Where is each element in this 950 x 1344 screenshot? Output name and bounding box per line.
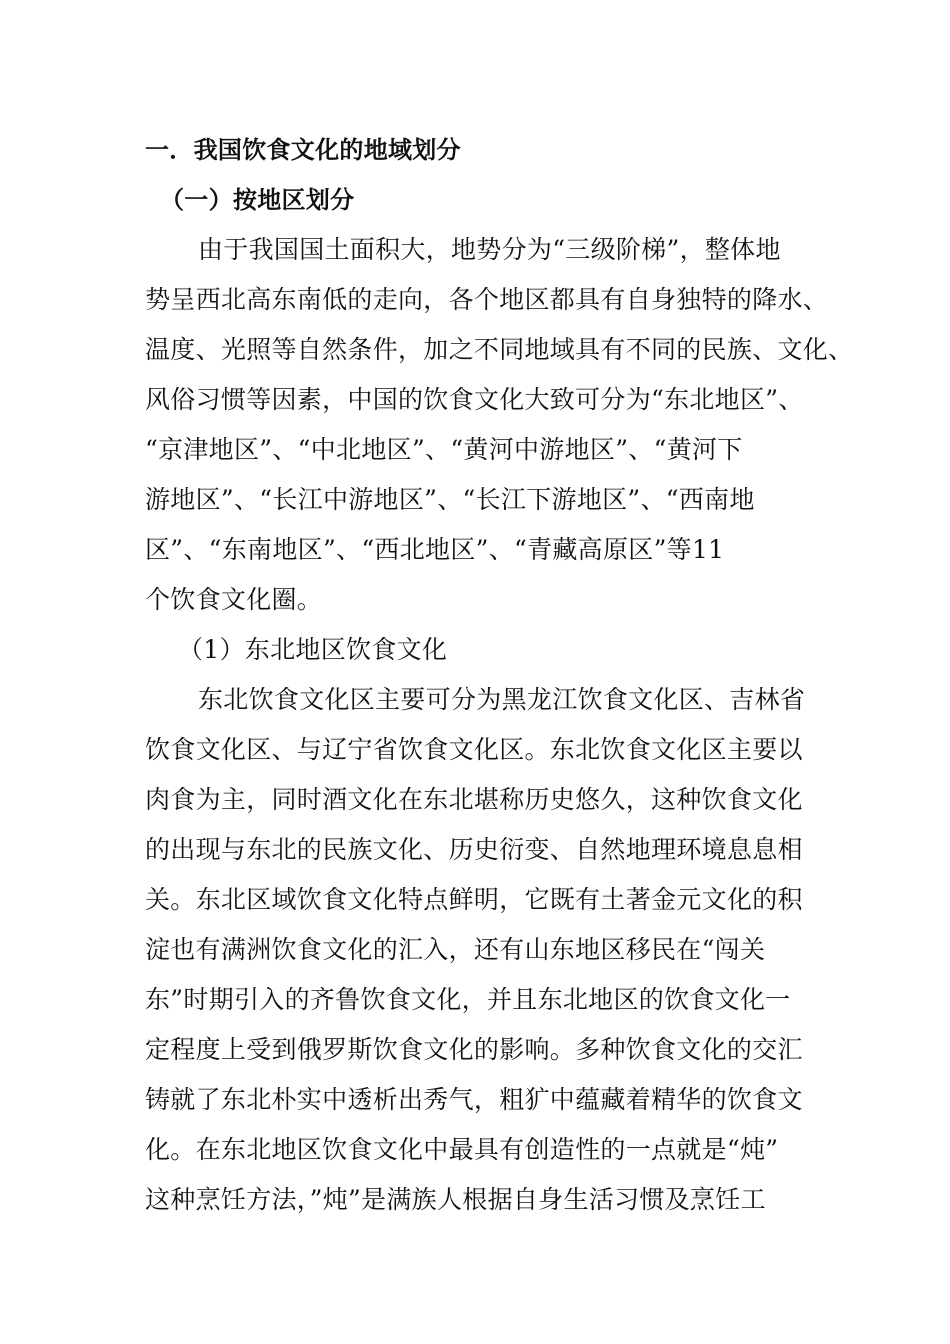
paragraph-line: 东”时期引入的齐鲁饮食文化，并且东北地区的饮食文化一	[145, 985, 791, 1014]
paragraph-line: 淀也有满洲饮食文化的汇入，还有山东地区移民在“闯关	[145, 935, 766, 964]
subsection-heading: （一）按地区划分	[160, 185, 355, 214]
section-heading: 一．我国饮食文化的地域划分	[145, 135, 461, 164]
paragraph-line: 温度、光照等自然条件，加之不同地域具有不同的民族、文化、	[145, 335, 854, 364]
paragraph-line: 化。在东北地区饮食文化中最具有创造性的一点就是“炖”	[145, 1135, 779, 1164]
paragraph-line: 铸就了东北朴实中透析出秀气，粗犷中蕴藏着精华的饮食文	[145, 1085, 803, 1114]
paragraph-line: 个饮食文化圈。	[145, 585, 323, 614]
paragraph-line: 定程度上受到俄罗斯饮食文化的影响。多种饮食文化的交汇	[145, 1035, 803, 1064]
paragraph-line: 这种烹饪方法，”炖”是满族人根据自身生活习惯及烹饪工	[145, 1185, 766, 1214]
paragraph-line: 势呈西北高东南低的走向，各个地区都具有自身独特的降水、	[145, 285, 829, 314]
paragraph-line: 风俗习惯等因素，中国的饮食文化大致可分为“东北地区”、	[145, 385, 804, 414]
paragraph-line: 关。东北区域饮食文化特点鲜明，它既有土著金元文化的积	[145, 885, 803, 914]
paragraph-line: 由于我国国土面积大，地势分为“三级阶梯”，整体地	[198, 235, 781, 264]
paragraph-line: 饮食文化区、与辽宁省饮食文化区。东北饮食文化区主要以	[145, 735, 803, 764]
numbered-subheading: （1）东北地区饮食文化	[178, 635, 448, 664]
paragraph-line: 肉食为主，同时酒文化在东北堪称历史悠久，这种饮食文化	[145, 785, 803, 814]
paragraph-line: 的出现与东北的民族文化、历史衍变、自然地理环境息息相	[145, 835, 803, 864]
paragraph-line: “京津地区”、“中北地区”、“黄河中游地区”、“黄河下	[145, 435, 743, 464]
paragraph-line: 区”、“东南地区”、“西北地区”、“青藏高原区”等11	[145, 535, 725, 564]
paragraph-line: 东北饮食文化区主要可分为黑龙江饮食文化区、吉林省	[198, 685, 806, 714]
paragraph-line: 游地区”、“长江中游地区”、“长江下游地区”、“西南地	[145, 485, 755, 514]
